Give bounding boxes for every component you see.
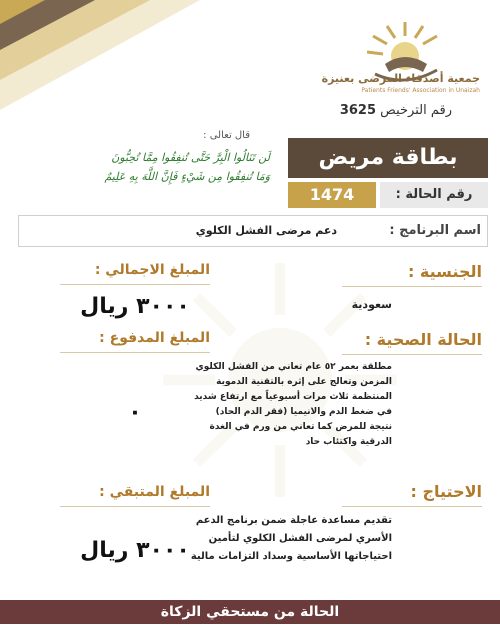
total-divider bbox=[60, 284, 210, 285]
verse-line-1: لَن تَنَالُوا الْبِرَّ حَتَّى تُنفِقُوا مِمَّا تُحِبُّونَ bbox=[111, 151, 270, 164]
need-line: الأسري لمرضى الفشل الكلوي لتأمين bbox=[208, 533, 392, 544]
remaining-amount-value: ٣٠٠٠ ريال bbox=[80, 538, 190, 563]
license-number bbox=[252, 103, 452, 118]
verse-line-2: وَمَا تُنفِقُوا مِن شَيْءٍ فَإِنَّ اللَّهَ بِهِ عَلِيمٌ bbox=[104, 170, 270, 183]
card-title: بطاقة مريض bbox=[288, 138, 488, 178]
need-divider bbox=[342, 506, 482, 507]
health-status-label: الحالة الصحية : bbox=[364, 330, 482, 349]
case-number: 1474 bbox=[288, 182, 376, 208]
association-name-ar: جمعية أصدقاء المرضى بعنيزة bbox=[321, 72, 480, 85]
zakat-eligible-banner: الحالة من مستحقي الزكاة bbox=[0, 600, 500, 624]
nationality-value: سعودية bbox=[351, 298, 392, 311]
program-row bbox=[18, 215, 488, 247]
remaining-amount-label: المبلغ المتبقي : bbox=[99, 484, 210, 500]
corner-decoration bbox=[0, 0, 200, 110]
health-status-text bbox=[192, 360, 392, 450]
quran-verse bbox=[20, 148, 270, 186]
association-name-en: Patients Friends' Association in Unaizah bbox=[361, 87, 480, 94]
verse-intro: قال تعالى : bbox=[203, 130, 250, 141]
paid-amount-value: ٠ bbox=[128, 400, 142, 425]
remaining-divider bbox=[60, 506, 210, 507]
need-line: تقديم مساعدة عاجلة ضمن برنامج الدعم bbox=[195, 515, 392, 526]
case-number-label: رقم الحالة : bbox=[380, 182, 488, 208]
health-line: المزمن وتعالج على إثره بالتقنية الدموية bbox=[216, 377, 392, 387]
paid-amount-label: المبلغ المدفوع : bbox=[99, 330, 210, 346]
nationality-divider bbox=[342, 286, 482, 287]
paid-divider bbox=[60, 352, 210, 353]
total-amount-label: المبلغ الاجمالي : bbox=[94, 262, 210, 278]
health-line: الدرقية واكتئاب حاد bbox=[305, 437, 392, 447]
nationality-label: الجنسية : bbox=[407, 262, 482, 281]
license-label: رقم الترخيص bbox=[380, 103, 452, 118]
license-value: 3625 bbox=[339, 103, 377, 118]
health-line: مطلقة بعمر ٥٢ عام تعاني من الفشل الكلوي bbox=[195, 362, 392, 372]
total-amount-value: ٣٠٠٠ ريال bbox=[80, 294, 190, 319]
program-label: اسم البرنامج : bbox=[389, 223, 481, 238]
need-label: الاحتياج : bbox=[410, 482, 482, 501]
need-text bbox=[182, 512, 392, 566]
health-line: في ضغط الدم والانيميا (فقر الدم الحاد) bbox=[215, 407, 392, 417]
program-value: دعم مرضى الفشل الكلوي bbox=[195, 224, 337, 237]
health-line: المنتظمة ثلاث مرات أسبوعياً مع ارتفاع شديد bbox=[194, 392, 392, 402]
health-divider bbox=[342, 354, 482, 355]
need-line: احتياجاتها الأساسية وسداد التزامات مالية bbox=[190, 551, 392, 562]
health-line: نتيجة للمرض كما تعاني من ورم في الغدة bbox=[209, 422, 392, 432]
